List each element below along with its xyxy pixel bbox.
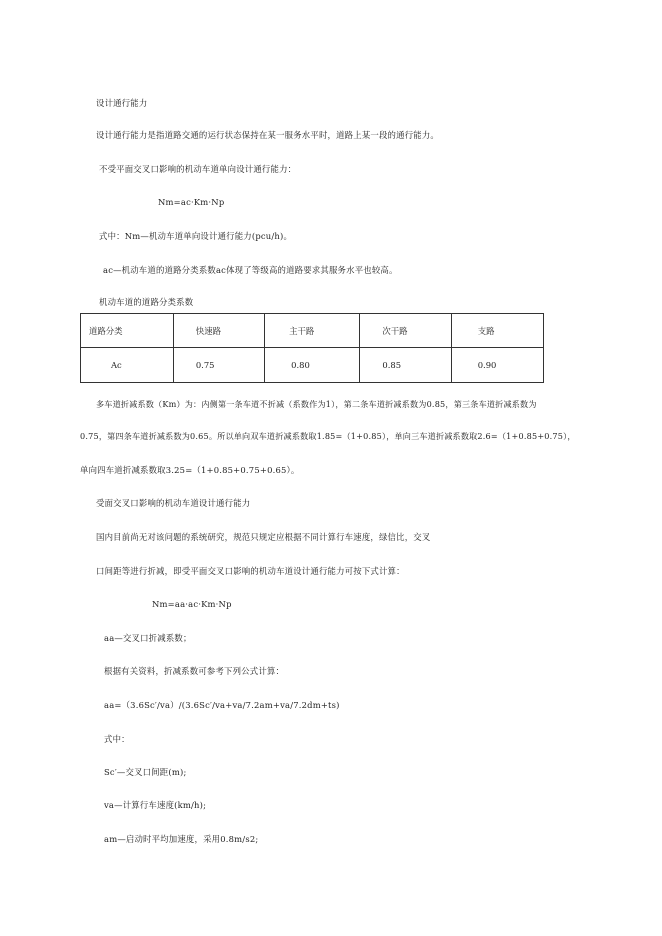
table-row bbox=[81, 348, 544, 383]
table-cell: Ac bbox=[81, 348, 174, 383]
table-header-row bbox=[81, 314, 544, 348]
where-label: 式中： bbox=[104, 734, 130, 744]
formula-aa: aa=（3.6Sc′/va）/(3.6Sc′/va+va/7.2am+va/7.2dm+ts) bbox=[104, 700, 340, 710]
multilane-paragraph-line-2: 0.75，第四条车道折减系数为0.65。所以单向双车道折减系数取1.85=（1+0.85），单向三车道折减系数取2.6=（1+0.85+0.75）， bbox=[80, 431, 576, 441]
section-heading-design-capacity: 设计通行能力 bbox=[96, 98, 148, 108]
road-classification-table bbox=[80, 313, 544, 383]
formula-nm-basic: Nm=ac·Km·Np bbox=[158, 197, 225, 207]
table-header-cell: 主干路 bbox=[265, 314, 360, 348]
va-description: va—计算行车速度(km/h); bbox=[104, 800, 207, 810]
sc-description: Sc′—交叉口间距(m); bbox=[104, 767, 187, 777]
aa-description: aa—交叉口折减系数； bbox=[104, 633, 192, 643]
am-description: am—启动时平均加速度，采用0.8m/s2; bbox=[104, 834, 259, 844]
multilane-paragraph-line-3: 单向四车道折减系数取3.25=（1+0.85+0.75+0.65）。 bbox=[80, 465, 300, 475]
formula-nm-with-aa: Nm=aa·ac·Km·Np bbox=[152, 599, 232, 609]
definition-paragraph: 设计通行能力是指道路交通的运行状态保持在某一服务水平时，道路上某一段的通行能力。 bbox=[96, 130, 439, 140]
where-nm-definition: 式中：Nm—机动车道单向设计通行能力(pcu/h)。 bbox=[99, 231, 293, 241]
ac-description: ac—机动车道的道路分类系数ac体现了等级高的道路要求其服务水平也较高。 bbox=[103, 265, 398, 275]
table-header-cell: 快速路 bbox=[173, 314, 264, 348]
table-cell: 0.80 bbox=[265, 348, 360, 383]
multilane-paragraph-line-1: 多车道折减系数（Km）为：内侧第一条车道不折减（系数作为1），第二条车道折减系数为0.85，第三条车道折减系数为 bbox=[96, 399, 537, 409]
table-header-cell: 道路分类 bbox=[81, 314, 174, 348]
reference-note: 根据有关资料，折减系数可参考下列公式计算： bbox=[104, 666, 285, 676]
table-cell: 0.75 bbox=[173, 348, 264, 383]
domestic-paragraph-line-1: 国内目前尚无对该问题的系统研究，规范只规定应根据不同计算行车速度，绿信比，交叉 bbox=[96, 532, 431, 542]
section-heading-affected: 受面交叉口影响的机动车道设计通行能力 bbox=[96, 498, 251, 508]
table-header-cell: 支路 bbox=[451, 314, 543, 348]
table-cell: 0.90 bbox=[451, 348, 543, 383]
table-header-cell: 次干路 bbox=[360, 314, 451, 348]
unaffected-intro: 不受平面交叉口影响的机动车道单向设计通行能力： bbox=[99, 164, 297, 174]
domestic-paragraph-line-2: 口间距等进行折减，即受平面交叉口影响的机动车道设计通行能力可按下式计算： bbox=[96, 566, 405, 576]
table-title: 机动车道的道路分类系数 bbox=[99, 297, 194, 307]
table-cell: 0.85 bbox=[360, 348, 451, 383]
